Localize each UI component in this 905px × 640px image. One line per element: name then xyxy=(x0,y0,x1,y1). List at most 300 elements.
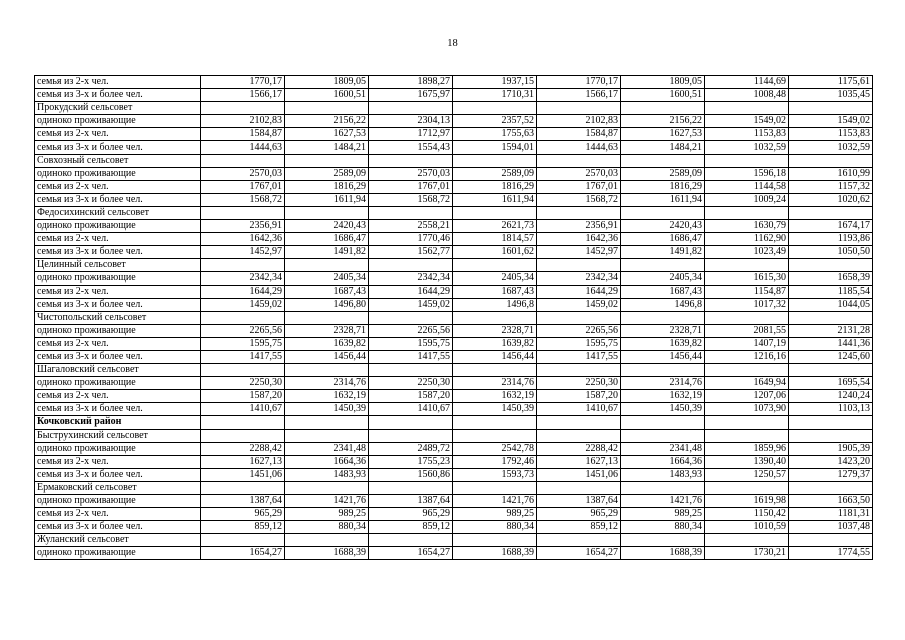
table-cell: 1596,18 xyxy=(705,167,789,180)
table-cell: 1601,62 xyxy=(453,246,537,259)
table-cell xyxy=(705,102,789,115)
table-cell: 2288,42 xyxy=(201,442,285,455)
table-cell: 1410,67 xyxy=(369,403,453,416)
table-row xyxy=(35,141,873,154)
table-cell xyxy=(789,481,873,494)
table-cell: 1610,99 xyxy=(789,167,873,180)
table-cell xyxy=(369,481,453,494)
table-row xyxy=(35,468,873,481)
row-label: семья из 3-х и более чел. xyxy=(35,89,201,102)
table-row xyxy=(35,508,873,521)
table-cell: 1193,86 xyxy=(789,233,873,246)
table-cell xyxy=(369,206,453,219)
table-row xyxy=(35,442,873,455)
table-cell: 2357,52 xyxy=(453,115,537,128)
table-cell: 1020,62 xyxy=(789,193,873,206)
table-cell: 2570,03 xyxy=(537,167,621,180)
table-cell xyxy=(453,481,537,494)
table-cell xyxy=(285,364,369,377)
table-cell: 2341,48 xyxy=(621,442,705,455)
page-number: 18 xyxy=(447,38,458,49)
table-cell: 1390,40 xyxy=(705,455,789,468)
table-cell: 2420,43 xyxy=(621,220,705,233)
settlement-label: Ермаковский сельсовет xyxy=(35,481,201,494)
table-cell xyxy=(453,311,537,324)
settlement-row xyxy=(35,259,873,272)
row-label: семья из 3-х и более чел. xyxy=(35,403,201,416)
table-cell: 1162,90 xyxy=(705,233,789,246)
table-cell: 2356,91 xyxy=(537,220,621,233)
table-cell xyxy=(537,481,621,494)
table-cell xyxy=(285,206,369,219)
table-cell: 1568,72 xyxy=(201,193,285,206)
table-cell: 2288,42 xyxy=(537,442,621,455)
table-cell: 1816,29 xyxy=(285,180,369,193)
table-cell: 1710,31 xyxy=(453,89,537,102)
table-cell: 965,29 xyxy=(369,508,453,521)
table-cell: 1595,75 xyxy=(369,337,453,350)
table-cell: 1859,96 xyxy=(705,442,789,455)
table-cell: 1755,23 xyxy=(369,455,453,468)
row-label: семья из 2-х чел. xyxy=(35,233,201,246)
table-cell: 1688,39 xyxy=(621,547,705,560)
table-cell: 1814,57 xyxy=(453,233,537,246)
table-cell: 1639,82 xyxy=(621,337,705,350)
row-label: одиноко проживающие xyxy=(35,547,201,560)
table-cell xyxy=(201,206,285,219)
table-cell: 1456,44 xyxy=(453,350,537,363)
table-cell xyxy=(705,534,789,547)
table-cell xyxy=(621,416,705,429)
table-cell: 1175,61 xyxy=(789,76,873,89)
table-cell: 1216,16 xyxy=(705,350,789,363)
table-cell: 1410,67 xyxy=(537,403,621,416)
table-cell xyxy=(537,154,621,167)
table-cell: 1712,97 xyxy=(369,128,453,141)
table-cell: 1037,48 xyxy=(789,521,873,534)
table-cell: 1549,02 xyxy=(789,115,873,128)
table-cell: 965,29 xyxy=(201,508,285,521)
table-cell: 1207,06 xyxy=(705,390,789,403)
table-cell: 1642,36 xyxy=(537,233,621,246)
table-cell: 1157,32 xyxy=(789,180,873,193)
table-cell: 1619,98 xyxy=(705,495,789,508)
table-cell: 1032,59 xyxy=(705,141,789,154)
table-cell xyxy=(285,259,369,272)
table-cell xyxy=(453,206,537,219)
table-cell: 2328,71 xyxy=(621,324,705,337)
table-cell: 1417,55 xyxy=(537,350,621,363)
table-cell xyxy=(285,416,369,429)
table-cell: 989,25 xyxy=(285,508,369,521)
table-cell: 2420,43 xyxy=(285,220,369,233)
table-cell: 1010,59 xyxy=(705,521,789,534)
table-row xyxy=(35,89,873,102)
table-cell: 1664,36 xyxy=(285,455,369,468)
table-cell: 2342,34 xyxy=(369,272,453,285)
table-cell: 1566,17 xyxy=(537,89,621,102)
table-cell: 1496,8 xyxy=(453,298,537,311)
table-cell: 1649,94 xyxy=(705,377,789,390)
table-cell: 1675,97 xyxy=(369,89,453,102)
table-cell: 1483,93 xyxy=(285,468,369,481)
table-cell: 1688,39 xyxy=(285,547,369,560)
table-cell xyxy=(453,364,537,377)
table-cell xyxy=(789,364,873,377)
table-cell: 2131,28 xyxy=(789,324,873,337)
table-cell: 2265,56 xyxy=(537,324,621,337)
table-cell: 1387,64 xyxy=(201,495,285,508)
table-cell: 2081,55 xyxy=(705,324,789,337)
table-cell xyxy=(201,364,285,377)
row-label: семья из 3-х и более чел. xyxy=(35,141,201,154)
table-cell: 1491,82 xyxy=(285,246,369,259)
table-cell: 1627,13 xyxy=(537,455,621,468)
table-cell xyxy=(789,102,873,115)
table-cell xyxy=(621,102,705,115)
settlement-row xyxy=(35,311,873,324)
table-cell: 1654,27 xyxy=(201,547,285,560)
table-cell xyxy=(789,416,873,429)
settlement-label: Быструхинский сельсовет xyxy=(35,429,201,442)
table-cell xyxy=(537,534,621,547)
settlement-label: Совхозный сельсовет xyxy=(35,154,201,167)
table-cell: 1035,45 xyxy=(789,89,873,102)
table-cell xyxy=(537,259,621,272)
settlement-label: Жуланский сельсовет xyxy=(35,534,201,547)
table-cell: 1770,46 xyxy=(369,233,453,246)
table-row xyxy=(35,324,873,337)
row-label: семья из 3-х и более чел. xyxy=(35,350,201,363)
table-cell: 1755,63 xyxy=(453,128,537,141)
row-label: одиноко проживающие xyxy=(35,167,201,180)
table-cell: 1250,57 xyxy=(705,468,789,481)
table-cell: 1444,63 xyxy=(537,141,621,154)
table-cell: 1484,21 xyxy=(621,141,705,154)
table-row xyxy=(35,350,873,363)
table-cell xyxy=(789,206,873,219)
table-cell: 1695,54 xyxy=(789,377,873,390)
table-row xyxy=(35,272,873,285)
table-cell xyxy=(789,534,873,547)
table-cell xyxy=(705,311,789,324)
table-row xyxy=(35,220,873,233)
table-cell: 1154,87 xyxy=(705,285,789,298)
row-label: одиноко проживающие xyxy=(35,272,201,285)
table-cell: 1441,36 xyxy=(789,337,873,350)
table-cell: 1584,87 xyxy=(537,128,621,141)
table-cell: 1792,46 xyxy=(453,455,537,468)
table-cell: 2342,34 xyxy=(537,272,621,285)
table-cell xyxy=(369,311,453,324)
settlement-label: Чистопольский сельсовет xyxy=(35,311,201,324)
table-cell xyxy=(453,416,537,429)
table-cell: 1595,75 xyxy=(537,337,621,350)
table-cell: 1032,59 xyxy=(789,141,873,154)
table-cell: 1017,32 xyxy=(705,298,789,311)
table-cell: 2405,34 xyxy=(621,272,705,285)
table-cell xyxy=(285,102,369,115)
table-cell: 1423,20 xyxy=(789,455,873,468)
table-cell: 1937,15 xyxy=(453,76,537,89)
table-cell: 1181,31 xyxy=(789,508,873,521)
table-cell: 1630,79 xyxy=(705,220,789,233)
table-cell: 2304,13 xyxy=(369,115,453,128)
table-cell: 1484,21 xyxy=(285,141,369,154)
table-cell: 1153,83 xyxy=(705,128,789,141)
settlement-row xyxy=(35,206,873,219)
table-cell: 2250,30 xyxy=(201,377,285,390)
table-cell: 1654,27 xyxy=(369,547,453,560)
table-cell: 1153,83 xyxy=(789,128,873,141)
table-cell: 1687,43 xyxy=(453,285,537,298)
table-cell: 1560,86 xyxy=(369,468,453,481)
table-cell: 1770,17 xyxy=(537,76,621,89)
table-cell: 2342,34 xyxy=(201,272,285,285)
table-cell: 1639,82 xyxy=(453,337,537,350)
table-cell: 1144,58 xyxy=(705,180,789,193)
table-cell: 2314,76 xyxy=(285,377,369,390)
table-cell: 1452,97 xyxy=(201,246,285,259)
table-cell: 1421,76 xyxy=(285,495,369,508)
table-cell: 1421,76 xyxy=(453,495,537,508)
table-cell: 1611,94 xyxy=(453,193,537,206)
row-label: семья из 3-х и более чел. xyxy=(35,193,201,206)
row-label: одиноко проживающие xyxy=(35,442,201,455)
table-cell: 1562,77 xyxy=(369,246,453,259)
table-cell: 1240,24 xyxy=(789,390,873,403)
table-cell: 1008,48 xyxy=(705,89,789,102)
table-cell: 989,25 xyxy=(453,508,537,521)
table-row xyxy=(35,521,873,534)
settlement-row xyxy=(35,429,873,442)
row-label: семья из 2-х чел. xyxy=(35,285,201,298)
table-cell xyxy=(705,364,789,377)
table-cell: 1044,05 xyxy=(789,298,873,311)
table-row xyxy=(35,298,873,311)
table-cell: 2250,30 xyxy=(369,377,453,390)
table-cell: 2489,72 xyxy=(369,442,453,455)
table-cell xyxy=(537,311,621,324)
table-cell: 2558,21 xyxy=(369,220,453,233)
table-cell: 1816,29 xyxy=(453,180,537,193)
table-cell: 1451,06 xyxy=(201,468,285,481)
table-cell xyxy=(201,534,285,547)
table-cell: 1644,29 xyxy=(369,285,453,298)
table-cell xyxy=(789,154,873,167)
table-cell: 1644,29 xyxy=(537,285,621,298)
table-cell: 1611,94 xyxy=(621,193,705,206)
table-cell: 2314,76 xyxy=(453,377,537,390)
table-cell: 1687,43 xyxy=(285,285,369,298)
table-cell: 2589,09 xyxy=(621,167,705,180)
table-row xyxy=(35,495,873,508)
table-cell: 1549,02 xyxy=(705,115,789,128)
table-cell: 2542,78 xyxy=(453,442,537,455)
table-cell: 880,34 xyxy=(621,521,705,534)
table-cell: 2250,30 xyxy=(537,377,621,390)
table-cell xyxy=(789,429,873,442)
table-cell xyxy=(201,429,285,442)
table-cell: 1450,39 xyxy=(285,403,369,416)
table-row xyxy=(35,193,873,206)
table-cell xyxy=(369,429,453,442)
table-cell xyxy=(201,311,285,324)
table-row xyxy=(35,455,873,468)
table-cell: 1023,49 xyxy=(705,246,789,259)
table-cell: 1421,76 xyxy=(621,495,705,508)
table-cell xyxy=(621,259,705,272)
table-cell xyxy=(453,102,537,115)
table-cell: 859,12 xyxy=(201,521,285,534)
table-cell xyxy=(285,534,369,547)
table-cell: 2102,83 xyxy=(537,115,621,128)
table-row xyxy=(35,233,873,246)
table-cell: 2265,56 xyxy=(369,324,453,337)
table-cell xyxy=(201,481,285,494)
row-label: семья из 2-х чел. xyxy=(35,508,201,521)
table-cell xyxy=(621,206,705,219)
table-cell: 2570,03 xyxy=(369,167,453,180)
table-cell: 1632,19 xyxy=(621,390,705,403)
table-cell: 1600,51 xyxy=(285,89,369,102)
district-label: Кочковский район xyxy=(35,416,201,429)
table-row xyxy=(35,390,873,403)
table-cell: 1686,47 xyxy=(621,233,705,246)
table-cell: 1767,01 xyxy=(201,180,285,193)
table-cell xyxy=(537,429,621,442)
table-cell: 1456,44 xyxy=(285,350,369,363)
table-cell: 1627,53 xyxy=(621,128,705,141)
table-cell xyxy=(705,481,789,494)
table-cell xyxy=(621,154,705,167)
table-cell xyxy=(621,364,705,377)
table-row xyxy=(35,180,873,193)
table-body xyxy=(35,76,873,560)
table-cell: 1103,13 xyxy=(789,403,873,416)
table-cell: 1658,39 xyxy=(789,272,873,285)
table-cell xyxy=(369,259,453,272)
table-cell xyxy=(285,311,369,324)
table-cell: 1279,37 xyxy=(789,468,873,481)
table-cell: 1816,29 xyxy=(621,180,705,193)
table-cell: 1050,50 xyxy=(789,246,873,259)
table-cell xyxy=(285,481,369,494)
table-cell: 1587,20 xyxy=(369,390,453,403)
table-cell: 2589,09 xyxy=(285,167,369,180)
settlement-label: Целинный сельсовет xyxy=(35,259,201,272)
table-cell: 1593,73 xyxy=(453,468,537,481)
settlement-row xyxy=(35,534,873,547)
table-cell: 1387,64 xyxy=(537,495,621,508)
table-cell: 2341,48 xyxy=(285,442,369,455)
table-cell: 1496,8 xyxy=(621,298,705,311)
settlement-label: Прокудский сельсовет xyxy=(35,102,201,115)
settlement-row xyxy=(35,481,873,494)
row-label: семья из 2-х чел. xyxy=(35,128,201,141)
table-cell xyxy=(453,534,537,547)
table-cell: 1073,90 xyxy=(705,403,789,416)
table-cell: 1600,51 xyxy=(621,89,705,102)
table-cell: 859,12 xyxy=(537,521,621,534)
row-label: одиноко проживающие xyxy=(35,324,201,337)
table-cell: 1615,30 xyxy=(705,272,789,285)
table-cell: 1144,69 xyxy=(705,76,789,89)
table-row xyxy=(35,547,873,560)
table-cell xyxy=(369,416,453,429)
table-cell: 2589,09 xyxy=(453,167,537,180)
table-cell: 1417,55 xyxy=(201,350,285,363)
table-cell: 2156,22 xyxy=(285,115,369,128)
table-cell: 1767,01 xyxy=(369,180,453,193)
table-cell: 1898,27 xyxy=(369,76,453,89)
table-cell xyxy=(453,259,537,272)
table-cell: 1450,39 xyxy=(453,403,537,416)
table-cell: 1627,53 xyxy=(285,128,369,141)
table-cell: 1450,39 xyxy=(621,403,705,416)
table-cell: 1611,94 xyxy=(285,193,369,206)
district-row xyxy=(35,416,873,429)
table-cell: 2405,34 xyxy=(453,272,537,285)
settlement-label: Шагаловский сельсовет xyxy=(35,364,201,377)
table-cell: 1566,17 xyxy=(201,89,285,102)
table-cell: 1595,75 xyxy=(201,337,285,350)
row-label: семья из 3-х и более чел. xyxy=(35,298,201,311)
table-row xyxy=(35,76,873,89)
table-cell: 1688,39 xyxy=(453,547,537,560)
table-cell: 1009,24 xyxy=(705,193,789,206)
row-label: семья из 3-х и более чел. xyxy=(35,521,201,534)
table-cell: 1483,93 xyxy=(621,468,705,481)
table-cell: 2265,56 xyxy=(201,324,285,337)
table-cell: 1627,13 xyxy=(201,455,285,468)
table-cell: 1568,72 xyxy=(369,193,453,206)
table-cell: 1730,21 xyxy=(705,547,789,560)
table-cell: 1387,64 xyxy=(369,495,453,508)
table-cell: 1417,55 xyxy=(369,350,453,363)
row-label: семья из 2-х чел. xyxy=(35,390,201,403)
table-cell xyxy=(285,154,369,167)
table-row xyxy=(35,403,873,416)
table-cell: 1654,27 xyxy=(537,547,621,560)
table-cell: 1459,02 xyxy=(201,298,285,311)
table-cell: 1459,02 xyxy=(369,298,453,311)
table-cell: 1809,05 xyxy=(285,76,369,89)
table-cell: 1587,20 xyxy=(201,390,285,403)
table-cell: 1632,19 xyxy=(285,390,369,403)
table-row xyxy=(35,377,873,390)
row-label: одиноко проживающие xyxy=(35,220,201,233)
settlement-label: Федосихинский сельсовет xyxy=(35,206,201,219)
table-cell: 1905,39 xyxy=(789,442,873,455)
table-cell: 1584,87 xyxy=(201,128,285,141)
table-cell: 2156,22 xyxy=(621,115,705,128)
row-label: одиноко проживающие xyxy=(35,495,201,508)
row-label: семья из 3-х и более чел. xyxy=(35,246,201,259)
row-label: семья из 2-х чел. xyxy=(35,337,201,350)
table-row xyxy=(35,167,873,180)
table-cell: 1632,19 xyxy=(453,390,537,403)
table-cell: 1770,17 xyxy=(201,76,285,89)
table-cell xyxy=(285,429,369,442)
table-cell xyxy=(621,429,705,442)
settlement-row xyxy=(35,154,873,167)
table-row xyxy=(35,115,873,128)
table-cell: 2356,91 xyxy=(201,220,285,233)
table-cell xyxy=(621,481,705,494)
table-cell xyxy=(369,154,453,167)
table-cell: 1644,29 xyxy=(201,285,285,298)
